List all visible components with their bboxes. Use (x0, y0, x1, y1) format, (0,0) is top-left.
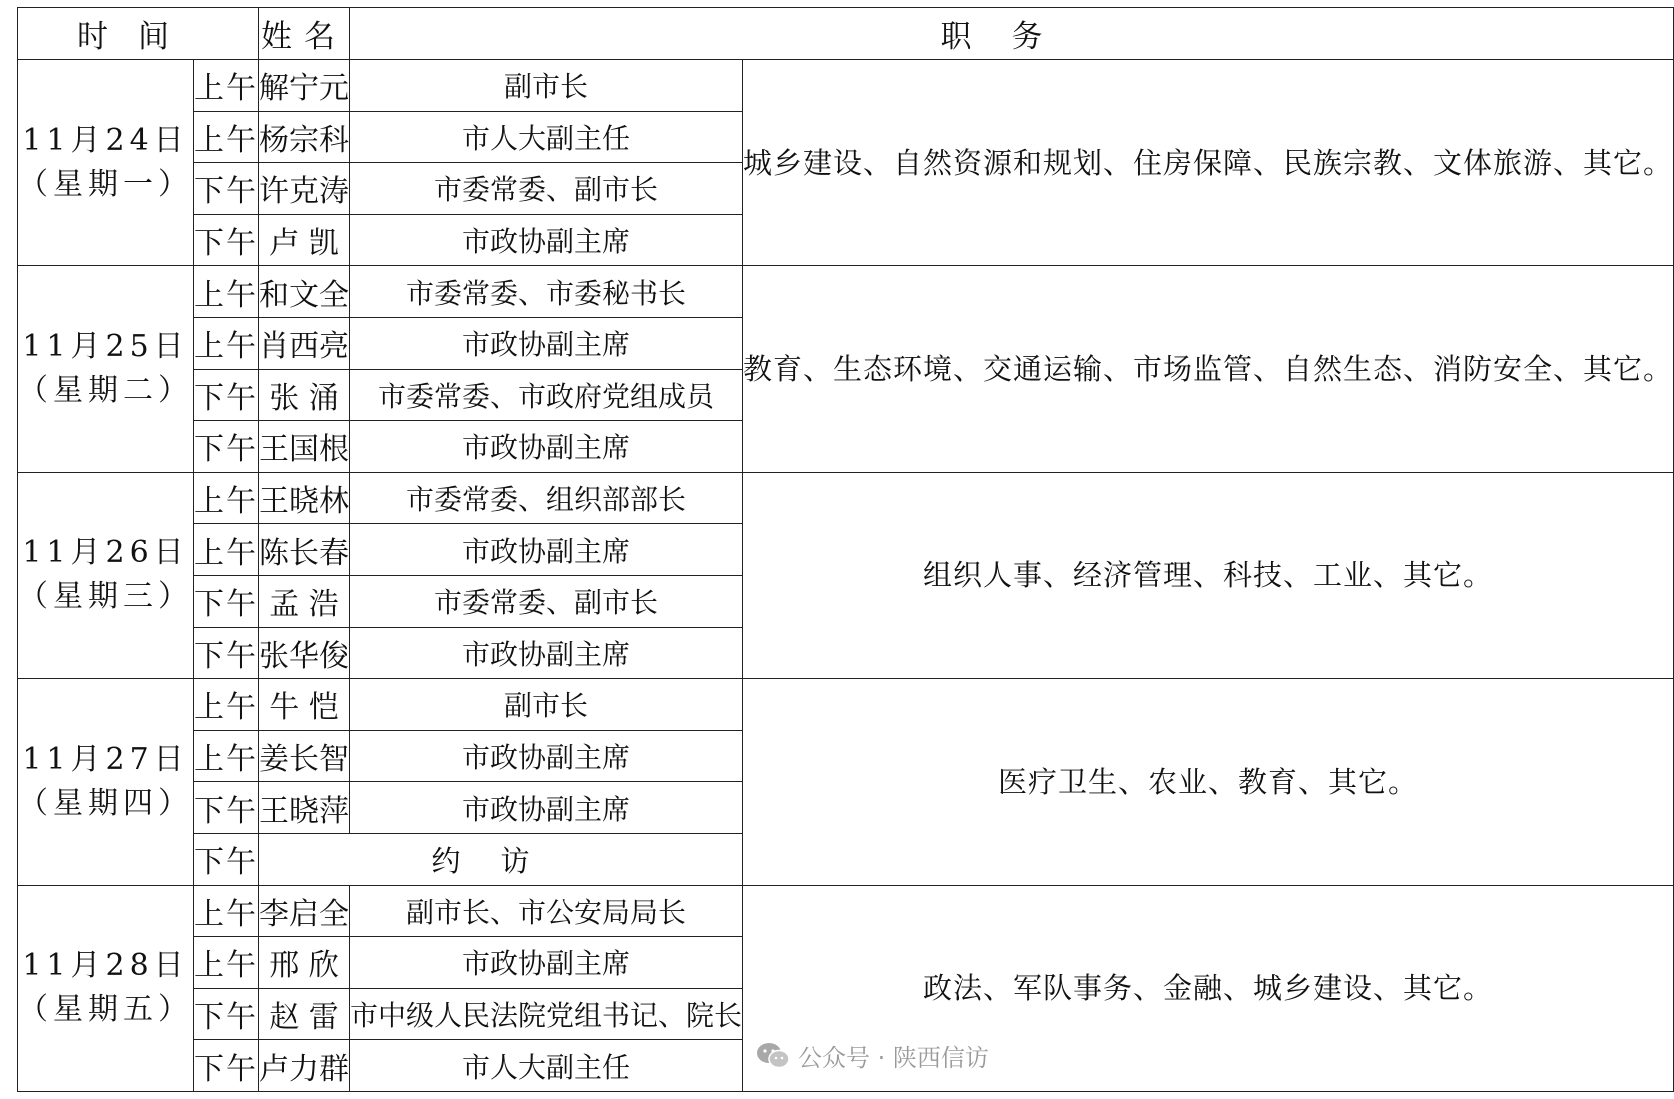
period-cell: 下午 (194, 421, 259, 473)
weekday-text: （星期一） (18, 166, 193, 202)
area-cell: 城乡建设、自然资源和规划、住房保障、民族宗教、文体旅游、其它。 (743, 60, 1674, 266)
name-cell: 孟 浩 (259, 575, 350, 627)
name-cell: 肖西亮 (259, 317, 350, 369)
position-cell: 市政协副主席 (350, 421, 743, 473)
table-row (18, 60, 1674, 112)
position-cell: 副市长 (350, 60, 743, 112)
area-cell: 医疗卫生、农业、教育、其它。 (743, 679, 1674, 885)
date-cell (18, 472, 194, 678)
period-cell: 下午 (194, 988, 259, 1040)
reception-schedule-table (17, 7, 1674, 1092)
name-cell: 王国根 (259, 421, 350, 473)
period-cell: 下午 (194, 833, 259, 885)
area-cell: 组织人事、经济管理、科技、工业、其它。 (743, 472, 1674, 678)
period-cell: 上午 (194, 266, 259, 318)
position-cell: 市人大副主任 (350, 1040, 743, 1092)
weekday-text: （星期二） (18, 373, 193, 409)
date-cell (18, 266, 194, 472)
period-cell: 下午 (194, 575, 259, 627)
position-cell: 市中级人民法院党组书记、院长 (350, 988, 743, 1040)
position-cell: 市人大副主任 (350, 111, 743, 163)
watermark (756, 1038, 989, 1073)
period-cell: 下午 (194, 369, 259, 421)
position-cell: 副市长 (350, 679, 743, 731)
period-cell: 上午 (194, 317, 259, 369)
period-cell: 上午 (194, 679, 259, 731)
period-cell: 下午 (194, 627, 259, 679)
name-cell: 李启全 (259, 885, 350, 937)
date-cell (18, 679, 194, 885)
name-cell: 许克涛 (259, 163, 350, 215)
name-cell: 卢力群 (259, 1040, 350, 1092)
header-row (18, 8, 1674, 60)
position-cell: 市政协副主席 (350, 214, 743, 266)
position-cell: 市政协副主席 (350, 937, 743, 989)
area-cell: 教育、生态环境、交通运输、市场监管、自然生态、消防安全、其它。 (743, 266, 1674, 472)
name-cell: 赵 雷 (259, 988, 350, 1040)
date-text: 11月25日 (22, 329, 189, 365)
position-cell: 市委常委、副市长 (350, 575, 743, 627)
period-cell: 上午 (194, 472, 259, 524)
name-cell: 卢 凯 (259, 214, 350, 266)
period-cell: 上午 (194, 885, 259, 937)
period-cell: 上午 (194, 60, 259, 112)
header-name: 姓名 (259, 8, 350, 60)
position-cell: 市政协副主席 (350, 627, 743, 679)
header-time: 时间 (18, 8, 259, 60)
wechat-icon (756, 1042, 790, 1070)
position-cell: 市委常委、组织部部长 (350, 472, 743, 524)
table-row (18, 266, 1674, 318)
table-row (18, 679, 1674, 731)
table-row (18, 885, 1674, 937)
name-cell: 王晓林 (259, 472, 350, 524)
name-cell: 姜长智 (259, 730, 350, 782)
name-cell: 邢 欣 (259, 937, 350, 989)
appointment-cell: 约访 (259, 833, 743, 885)
position-cell: 市政协副主席 (350, 317, 743, 369)
period-cell: 下午 (194, 163, 259, 215)
name-cell: 牛 恺 (259, 679, 350, 731)
header-duty: 职务 (350, 8, 1674, 60)
position-cell: 市委常委、副市长 (350, 163, 743, 215)
name-cell: 张华俊 (259, 627, 350, 679)
period-cell: 下午 (194, 214, 259, 266)
name-cell: 和文全 (259, 266, 350, 318)
date-text: 11月26日 (22, 535, 189, 571)
date-text: 11月28日 (22, 948, 189, 984)
name-cell: 张 涌 (259, 369, 350, 421)
date-cell (18, 60, 194, 266)
area-cell: 政法、军队事务、金融、城乡建设、其它。 (743, 885, 1674, 1091)
position-cell: 市政协副主席 (350, 782, 743, 834)
date-text: 11月24日 (22, 122, 189, 158)
table-row (18, 472, 1674, 524)
weekday-text: （星期五） (18, 992, 193, 1028)
period-cell: 上午 (194, 524, 259, 576)
position-cell: 市政协副主席 (350, 524, 743, 576)
name-cell: 陈长春 (259, 524, 350, 576)
weekday-text: （星期四） (18, 785, 193, 821)
name-cell: 解宁元 (259, 60, 350, 112)
position-cell: 市政协副主席 (350, 730, 743, 782)
position-cell: 市委常委、市委秘书长 (350, 266, 743, 318)
name-cell: 王晓萍 (259, 782, 350, 834)
period-cell: 下午 (194, 1040, 259, 1092)
position-cell: 市委常委、市政府党组成员 (350, 369, 743, 421)
period-cell: 上午 (194, 111, 259, 163)
period-cell: 上午 (194, 937, 259, 989)
weekday-text: （星期三） (18, 579, 193, 615)
name-cell: 杨宗科 (259, 111, 350, 163)
period-cell: 上午 (194, 730, 259, 782)
period-cell: 下午 (194, 782, 259, 834)
date-text: 11月27日 (22, 741, 189, 777)
position-cell: 副市长、市公安局局长 (350, 885, 743, 937)
date-cell (18, 885, 194, 1091)
watermark-text: 公众号 · 陕西信访 (798, 1044, 989, 1072)
